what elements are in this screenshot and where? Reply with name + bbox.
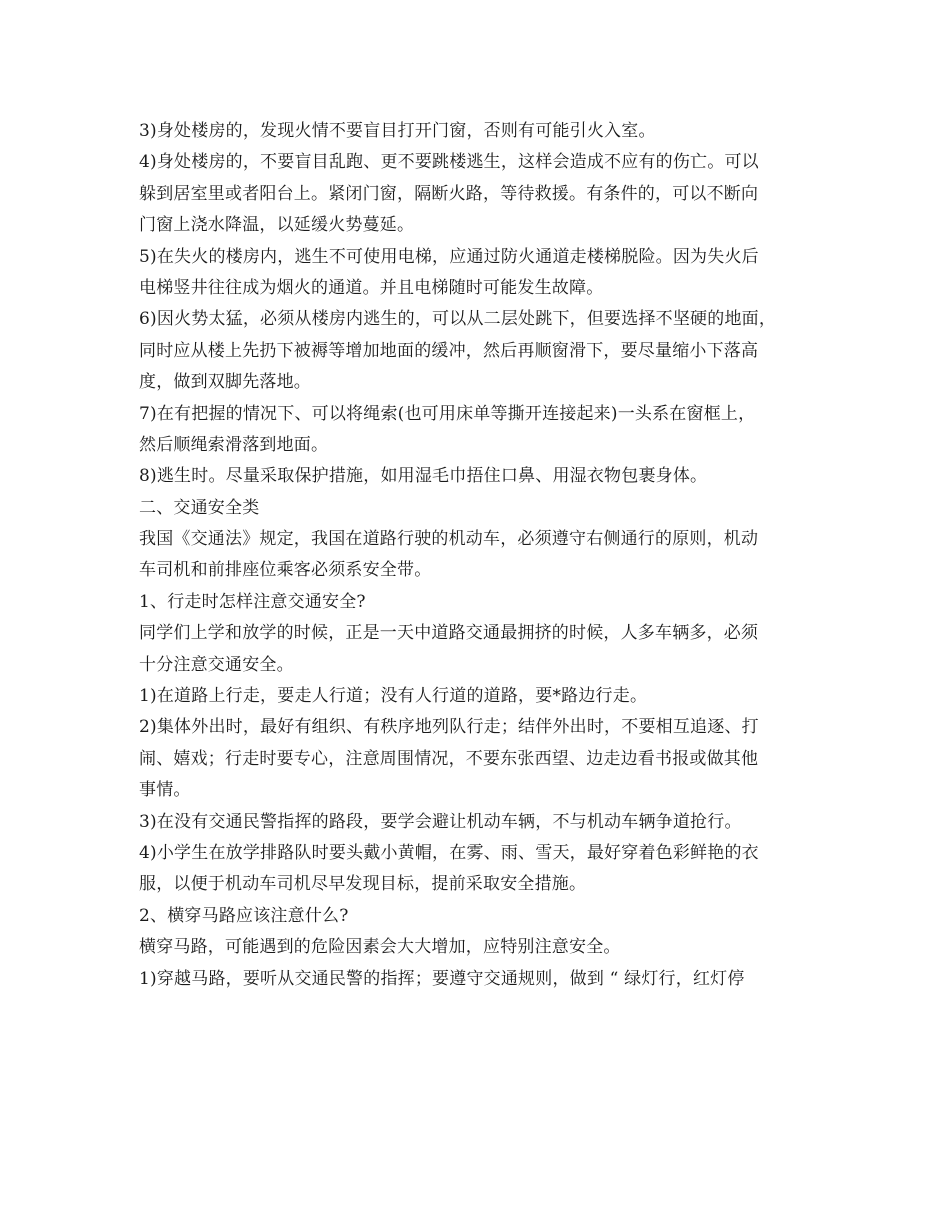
text-line: 十分注意交通安全。 [139, 654, 294, 675]
text-line: 度，做到双脚先落地。 [139, 372, 311, 393]
text-line: 4)身处楼房的，不要盲目乱跑、更不要跳楼逃生，这样会造成不应有的伤亡。可以 [139, 152, 759, 173]
text-line: 门窗上浇水降温，以延缓火势蔓延。 [139, 215, 415, 236]
text-line: 3)在没有交通民警指挥的路段，要学会避让机动车辆，不与机动车辆争道抢行。 [139, 811, 742, 832]
text-line: 7)在有把握的情况下、可以将绳索(也可用床单等撕开连接起来)一头系在窗框上， [139, 403, 756, 424]
text-line: 电梯竖井往往成为烟火的通道。并且电梯随时可能发生故障。 [139, 277, 604, 298]
text-line: 1)穿越马路，要听从交通民警的指挥；要遵守交通规则，做到 “ 绿灯行，红灯停 [139, 968, 745, 989]
text-line: 8)逃生时。尽量采取保护措施，如用湿毛巾捂住口鼻、用湿衣物包裹身体。 [139, 466, 708, 487]
text-line: 3)身处楼房的，发现火情不要盲目打开门窗，否则有可能引火入室。 [139, 121, 656, 141]
text-line: 服，以便于机动车司机尽早发现目标，提前采取安全措施。 [139, 874, 587, 895]
subsection-heading: 1、行走时怎样注意交通安全? [139, 591, 366, 612]
text-line: 闹、嬉戏；行走时要专心，注意周围情况，不要东张西望、边走边看书报或做其他 [139, 748, 759, 769]
text-line: 2)集体外出时，最好有组织、有秩序地列队行走；结伴外出时，不要相互追逐、打 [139, 717, 759, 738]
text-line: 5)在失火的楼房内，逃生不可使用电梯，应通过防火通道走楼梯脱险。因为失火后 [139, 246, 759, 267]
text-line: 横穿马路，可能遇到的危险因素会大大增加，应特别注意安全。 [139, 937, 621, 958]
text-line: 1)在道路上行走，要走人行道；没有人行道的道路，要*路边行走。 [139, 686, 648, 707]
text-line: 4)小学生在放学排路队时要头戴小黄帽，在雾、雨、雪天，最好穿着色彩鲜艳的衣 [139, 842, 759, 863]
section-heading: 二、交通安全类 [139, 497, 260, 518]
text-line: 6)因火势太猛，必须从楼房内逃生的，可以从二层处跳下，但要选择不坚硬的地面， [139, 309, 777, 330]
text-line: 车司机和前排座位乘客必须系安全带。 [139, 560, 432, 581]
text-line: 同时应从楼上先扔下被褥等增加地面的缓冲，然后再顺窗滑下，要尽量缩小下落高 [139, 340, 759, 361]
text-line: 躲到居室里或者阳台上。紧闭门窗，隔断火路，等待救援。有条件的，可以不断向 [139, 183, 759, 204]
subsection-heading: 2、横穿马路应该注意什么? [139, 905, 349, 926]
text-line: 事情。 [139, 780, 191, 801]
text-line: 同学们上学和放学的时候，正是一天中道路交通最拥挤的时候，人多车辆多，必须 [139, 623, 759, 644]
text-line: 然后顺绳索滑落到地面。 [139, 434, 329, 455]
text-line: 我国《交通法》规定，我国在道路行驶的机动车，必须遵守右侧通行的原则，机动 [139, 529, 759, 550]
